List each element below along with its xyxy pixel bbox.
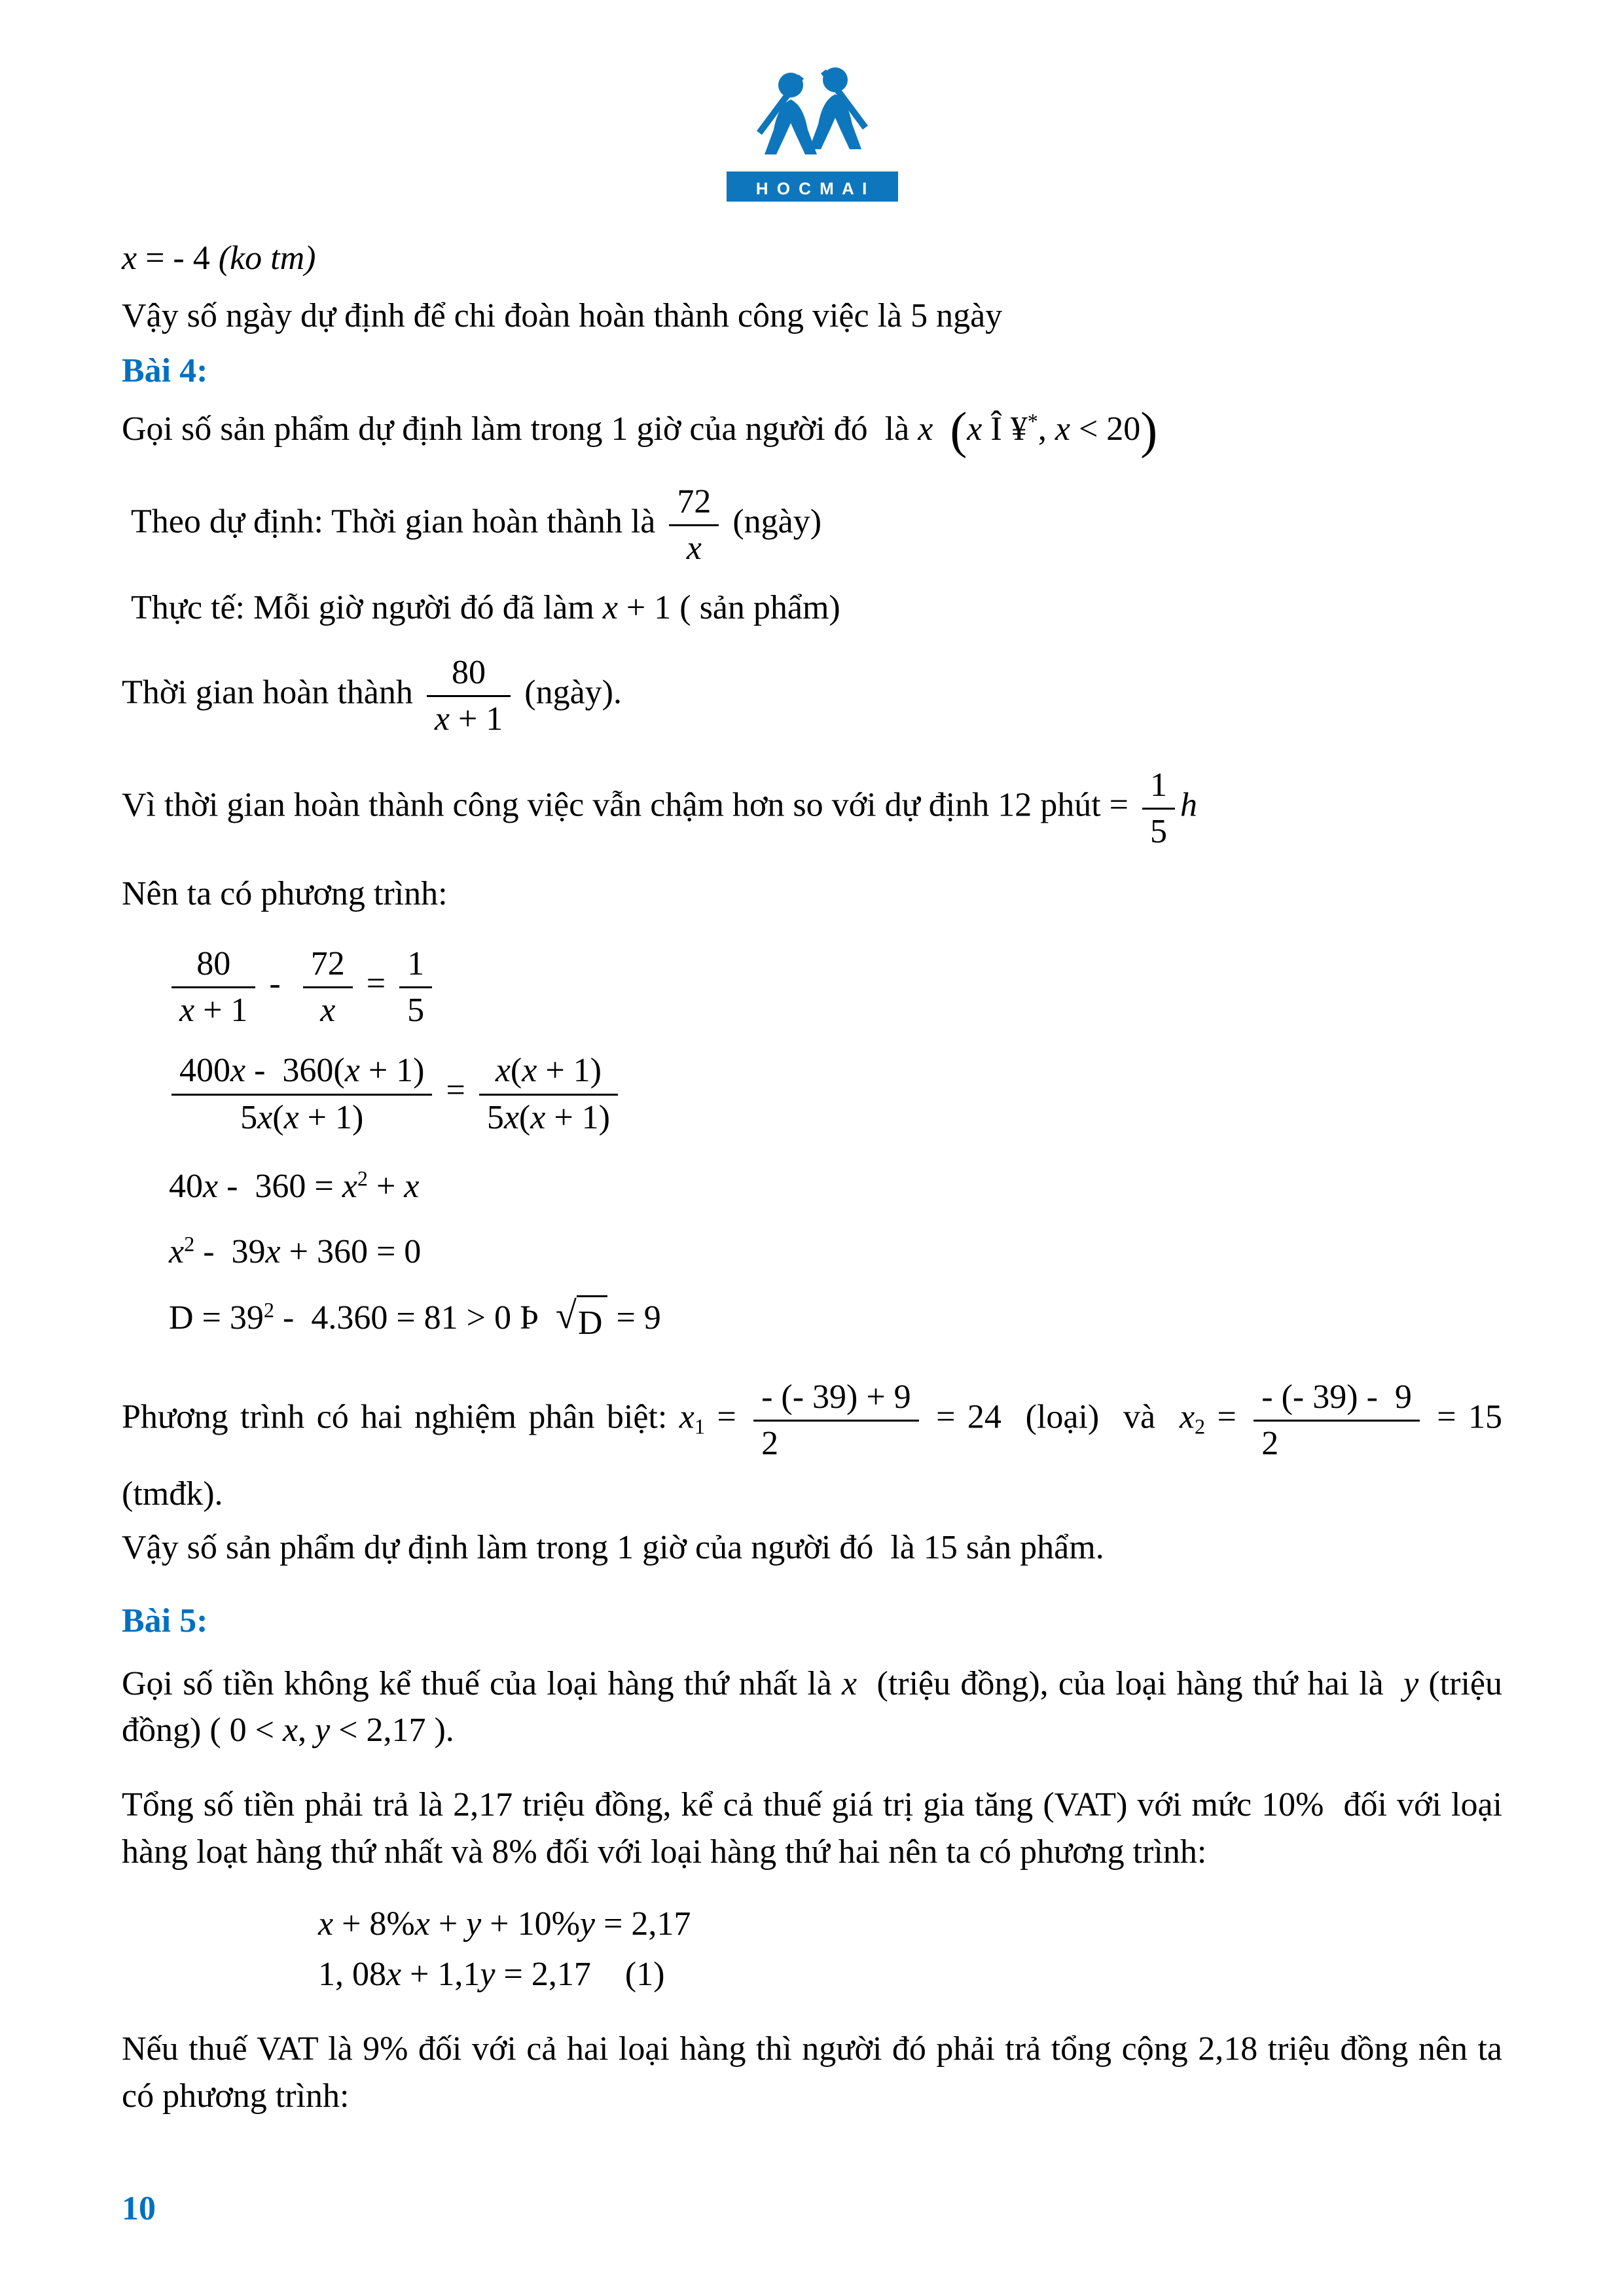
math-variable: x <box>318 1905 334 1943</box>
math-text: + <box>367 1167 405 1205</box>
math-variable: x <box>1055 410 1070 448</box>
superscript: 2 <box>357 1166 368 1191</box>
logo-text: H O C M A I <box>755 179 869 198</box>
numerator <box>171 944 255 988</box>
math-text: + 1) <box>545 1098 610 1136</box>
math-text: 5 <box>486 1098 504 1136</box>
math-text: (ngày). <box>516 673 622 711</box>
fraction <box>1142 765 1175 851</box>
math-variable: x <box>522 1052 537 1090</box>
equation-1 <box>166 944 1502 1030</box>
math-text: = <box>437 1072 474 1110</box>
math-variable: x <box>230 1052 246 1090</box>
fraction <box>171 944 255 1030</box>
superscript: * <box>1027 409 1038 433</box>
square-root <box>556 1295 608 1347</box>
math-text: < 20 <box>1070 410 1141 448</box>
numerator <box>303 944 353 988</box>
fraction <box>399 944 432 1030</box>
math-variable: x <box>283 1098 299 1136</box>
equation-vat-1 <box>318 1901 1502 1948</box>
math-text: Theo dự định: Thời gian hoàn thành là <box>131 503 664 541</box>
equation-5 <box>169 1295 1502 1346</box>
math-variable: y <box>1403 1664 1419 1702</box>
line-theo-du-dinh <box>131 482 1502 567</box>
math-variable: x <box>257 1098 273 1136</box>
superscript: 2 <box>263 1298 275 1322</box>
math-text: = 2,17 <box>595 1905 691 1943</box>
line-thuc-te <box>131 584 1502 632</box>
math-text: + 1 <box>194 992 248 1030</box>
fraction <box>479 1050 618 1136</box>
math-variable: x <box>1179 1398 1195 1436</box>
math-text: 1 <box>1150 766 1167 804</box>
fraction <box>753 1377 919 1463</box>
math-text: - 360 = <box>218 1167 342 1205</box>
math-variable: x <box>434 700 450 738</box>
math-text: , <box>1038 410 1055 448</box>
para-neu-thue-vat: Nếu thuế VAT là 9% đối với cả hai loại hàng thì người đó phải trả tổng cộng 2,18 triệu đồng nên ta có phương trình: <box>122 2030 1502 2115</box>
fraction <box>427 653 511 738</box>
math-variable: x <box>679 1398 695 1436</box>
math-text: 5 <box>240 1098 258 1136</box>
math-text: Thời gian hoàn thành <box>122 673 422 711</box>
numerator <box>171 1050 432 1095</box>
math-text: 1 <box>407 944 425 982</box>
math-text: < 2,17 ). <box>330 1712 454 1749</box>
math-variable: h <box>1180 786 1197 824</box>
superscript: 2 <box>184 1231 195 1255</box>
denominator <box>399 988 432 1030</box>
math-text: - (- 39) + 9 <box>761 1378 911 1416</box>
math-text: = 9 <box>607 1299 661 1337</box>
math-variable: x <box>203 1167 219 1205</box>
line-thoi-gian-hoan-thanh <box>122 653 1502 738</box>
math-variable: x <box>602 589 618 627</box>
math-text: (triệu đồng) ( 0 < <box>122 1664 1503 1749</box>
math-variable: y <box>466 1905 482 1943</box>
math-text: 5 <box>1150 812 1167 850</box>
equation-3 <box>169 1163 1502 1210</box>
line-nen-ta-co-phuong-trinh: Nên ta có phương trình: <box>122 875 448 913</box>
math-variable: x <box>282 1712 298 1749</box>
numerator <box>753 1377 919 1422</box>
big-paren: ) <box>1140 401 1158 459</box>
math-text: - (- 39) - 9 <box>1261 1378 1412 1416</box>
math-text: (ngày) <box>724 503 822 541</box>
denominator <box>303 988 353 1030</box>
math-text: = 24 (loại) và <box>924 1398 1180 1436</box>
denominator <box>1254 1422 1420 1463</box>
math-text: - 360( <box>245 1052 345 1090</box>
math-text: + 1) <box>298 1098 364 1136</box>
math-text: - 4.360 = 81 > 0 Þ <box>274 1299 556 1337</box>
math-text: ( <box>272 1098 284 1136</box>
math-variable: x <box>169 1232 185 1270</box>
heading-bai-5: Bài 5: <box>122 1602 208 1640</box>
math-text: 40 <box>169 1167 203 1205</box>
math-variable: x <box>265 1232 281 1270</box>
math-text: - <box>261 965 298 1003</box>
fraction <box>171 1050 432 1136</box>
denominator <box>427 697 511 738</box>
math-text: + <box>429 1905 467 1943</box>
math-variable: x <box>414 1905 430 1943</box>
math-variable: x <box>686 529 702 567</box>
line-hai-nghiem <box>122 1377 1502 1463</box>
fraction <box>303 944 353 1030</box>
page-number: 10 <box>122 2190 156 2227</box>
math-variable: x <box>342 1167 357 1205</box>
math-variable: x <box>122 240 137 277</box>
subscript: 2 <box>1195 1414 1206 1439</box>
math-text: 72 <box>310 944 345 982</box>
numerator <box>399 944 432 988</box>
denominator <box>753 1422 919 1463</box>
math-text: + 1 <box>449 700 503 738</box>
math-variable: x <box>404 1167 420 1205</box>
math-text: Thực tế: Mỗi giờ người đó đã làm <box>131 589 603 627</box>
numerator <box>1142 765 1175 810</box>
conclusion-bai4: Vậy số sản phẩm dự định làm trong 1 giờ của người đó là 15 sản phẩm. <box>122 1529 1104 1566</box>
logo-figures-icon <box>757 67 868 154</box>
math-text: Gọi số tiền không kể thuế của loại hàng thứ nhất là <box>122 1664 842 1702</box>
math-text: 400 <box>179 1052 230 1090</box>
math-text: = <box>704 1398 749 1436</box>
line-vi-thoi-gian <box>122 765 1502 851</box>
math-text: = <box>1205 1398 1249 1436</box>
math-variable: x <box>344 1052 360 1090</box>
math-text: + 360 = 0 <box>280 1232 422 1270</box>
math-text: ( <box>518 1098 531 1136</box>
math-text <box>933 410 950 448</box>
math-text: 2 <box>1261 1425 1279 1463</box>
line-x-rejected <box>122 235 1502 282</box>
denominator <box>1142 810 1175 851</box>
hocmai-logo <box>122 63 1502 228</box>
math-text: - 39 <box>194 1232 266 1270</box>
math-text: Gọi số sản phẩm dự định làm trong 1 giờ của người đó là <box>122 410 918 448</box>
math-variable: y <box>579 1905 596 1943</box>
math-text: Î ¥ <box>982 410 1028 448</box>
numerator <box>1254 1377 1420 1422</box>
math-text: Vì thời gian hoàn thành công việc vẫn chậm hơn so với dự định 12 phút = <box>122 786 1137 824</box>
denominator <box>171 1096 432 1137</box>
fraction <box>669 482 719 567</box>
math-text: + 1) <box>359 1052 425 1090</box>
fraction <box>1254 1377 1420 1463</box>
math-text: 80 <box>196 944 231 982</box>
math-text: 72 <box>677 483 712 520</box>
math-text: , <box>298 1712 316 1749</box>
math-variable: x <box>386 1956 402 1994</box>
denominator <box>479 1096 618 1137</box>
math-variable: y <box>480 1956 496 1994</box>
math-variable: x <box>495 1052 511 1090</box>
math-text: + 1 ( sản phẩm) <box>617 589 840 627</box>
denominator <box>171 988 255 1030</box>
radical-sign: √ <box>555 1294 577 1337</box>
big-paren: ( <box>950 401 967 459</box>
math-variable: x <box>320 992 336 1030</box>
numerator <box>427 653 511 697</box>
equation-4 <box>169 1229 1502 1276</box>
math-text: = 15 <box>1424 1398 1503 1436</box>
math-variable: x <box>967 410 983 448</box>
math-text: ( <box>510 1052 522 1090</box>
math-text: Phương trình có hai nghiệm phân biệt: <box>122 1398 679 1436</box>
math-variable: x <box>842 1664 857 1702</box>
equation-2 <box>166 1050 1502 1136</box>
conclusion-bai3: Vậy số ngày dự định để chi đoàn hoàn thành công việc là 5 ngày <box>122 296 1003 334</box>
denominator <box>669 526 719 567</box>
math-variable: x <box>918 410 933 448</box>
para-goi-so-tien <box>122 1660 1502 1755</box>
radicand: D <box>577 1295 608 1347</box>
math-variable: y <box>315 1712 331 1749</box>
math-text: 5 <box>407 992 425 1030</box>
para-tong-so-tien: Tổng số tiền phải trả là 2,17 triệu đồng, kể cả thuế giá trị gia tăng (VAT) với mức 10% đối với loại hàng loạt hàng thứ nhất và 8% đối với loại hàng thứ hai nên ta có phương trình: <box>122 1786 1502 1871</box>
math-text: + 1,1 <box>401 1956 480 1994</box>
hocmai-logo-graphic <box>717 63 907 220</box>
math-variable: x <box>179 992 195 1030</box>
line-goi-so-san-pham <box>122 401 1502 459</box>
numerator <box>479 1050 618 1095</box>
heading-bai-4: Bài 4: <box>122 351 208 389</box>
math-text: 1, 08 <box>318 1956 386 1994</box>
math-text: D = 39 <box>169 1299 264 1337</box>
numerator <box>669 482 719 526</box>
math-text: + 1) <box>537 1052 602 1090</box>
math-text: = - 4 <box>137 240 219 277</box>
math-text: = 2,17 (1) <box>495 1956 665 1994</box>
math-variable: (ko tm) <box>218 240 316 277</box>
subscript: 1 <box>694 1414 705 1439</box>
equation-vat-2 <box>318 1951 1502 1998</box>
math-text: + 10% <box>481 1905 580 1943</box>
math-text: 2 <box>761 1425 779 1463</box>
math-text: = <box>357 965 395 1003</box>
math-variable: x <box>503 1098 519 1136</box>
math-variable: x <box>530 1098 546 1136</box>
math-text: + 8% <box>333 1905 415 1943</box>
math-text: 80 <box>452 654 486 692</box>
math-text: (triệu đồng), của loại hàng thứ hai là <box>857 1664 1404 1702</box>
line-tmdk: (tmđk). <box>122 1475 223 1513</box>
